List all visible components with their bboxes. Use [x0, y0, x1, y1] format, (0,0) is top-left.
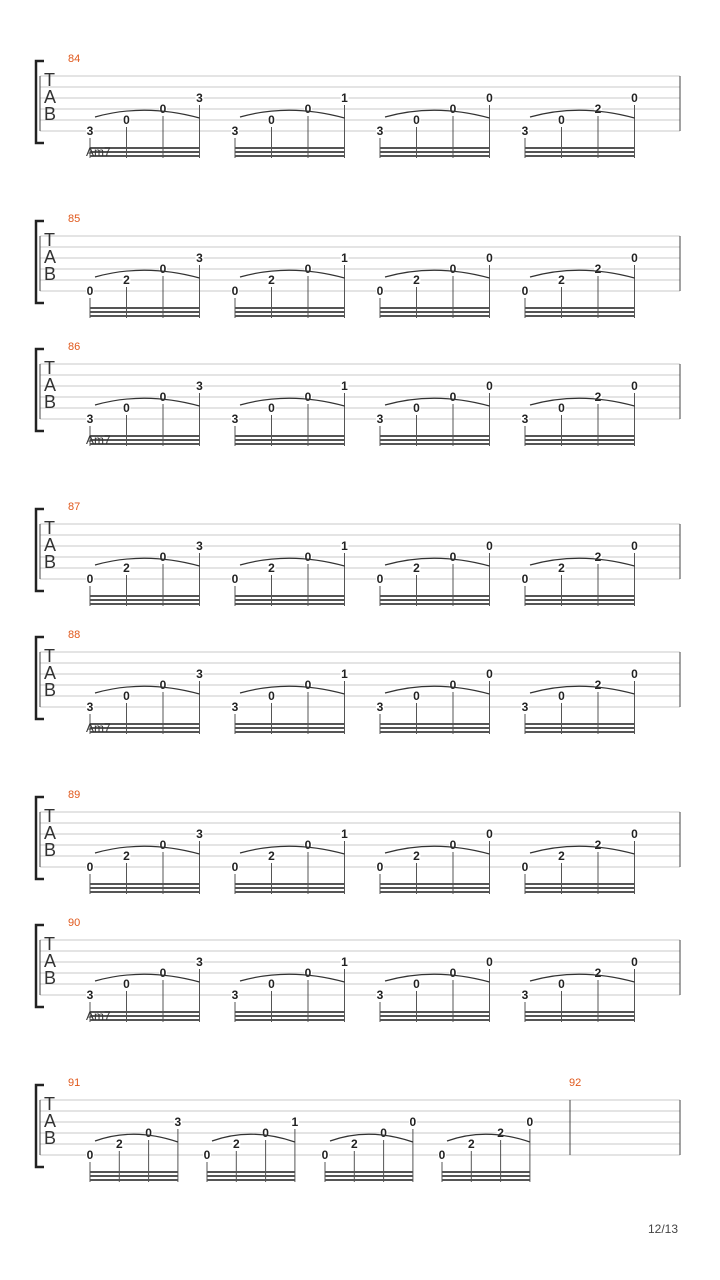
fret-number: 2 [115, 1137, 123, 1151]
fret-number: 2 [558, 561, 565, 575]
fret-number: 0 [526, 1115, 534, 1129]
slur [95, 974, 200, 982]
fret-number: 3 [231, 412, 239, 426]
fret-number: 0 [304, 390, 312, 404]
tab-clef-letter: B [44, 1128, 57, 1148]
fret-number: 3 [376, 412, 384, 426]
fret-number: 2 [594, 262, 602, 276]
tab-clef-letter: T [44, 358, 55, 378]
slur [240, 974, 345, 982]
fret-number: 2 [558, 273, 565, 287]
fret-number: 0 [449, 966, 457, 980]
fret-number: 1 [341, 91, 348, 105]
fret-number: 3 [86, 412, 94, 426]
measure-number: 86 [68, 341, 81, 353]
fret-number: 3 [521, 124, 529, 138]
tab-clef-letter: B [44, 552, 57, 572]
fret-number: 3 [231, 124, 239, 138]
fret-number: 0 [86, 572, 94, 586]
tab-system [36, 629, 680, 734]
fret-number: 1 [341, 539, 348, 553]
measure-number: 84 [68, 53, 81, 65]
tab-clef-letter: A [44, 663, 57, 683]
tab-system [36, 721, 680, 894]
fret-number: 0 [521, 572, 529, 586]
tab-clef-letter: A [44, 375, 57, 395]
fret-number: 0 [86, 860, 94, 874]
tab-clef-letter: B [44, 392, 57, 412]
fret-number: 0 [486, 379, 493, 393]
slur [330, 1134, 413, 1142]
fret-number: 3 [196, 539, 203, 553]
fret-number: 0 [159, 262, 167, 276]
slur [95, 1134, 178, 1142]
fret-number: 3 [86, 124, 94, 138]
fret-number: 3 [196, 379, 203, 393]
tab-clef-letter: T [44, 518, 55, 538]
fret-number: 2 [123, 273, 130, 287]
tab-clef-letter: T [44, 230, 55, 250]
fret-number: 0 [159, 678, 167, 692]
fret-number: 0 [268, 401, 275, 415]
fret-number: 0 [268, 689, 275, 703]
tab-clef-letter: T [44, 1094, 55, 1114]
fret-number: 3 [376, 124, 384, 138]
slur [385, 558, 490, 566]
tab-clef-letter: B [44, 104, 57, 124]
fret-number: 2 [594, 390, 602, 404]
fret-number: 2 [413, 561, 420, 575]
fret-number: 0 [558, 113, 565, 127]
fret-number: 2 [594, 102, 602, 116]
fret-number: 0 [123, 401, 130, 415]
fret-number: 0 [159, 102, 167, 116]
fret-number: 0 [438, 1148, 446, 1162]
tab-clef-letter: B [44, 264, 57, 284]
fret-number: 0 [486, 955, 493, 969]
tab-system [36, 433, 680, 606]
fret-number: 3 [521, 700, 529, 714]
fret-number: 3 [86, 988, 94, 1002]
fret-number: 0 [413, 113, 420, 127]
fret-number: 2 [558, 849, 565, 863]
fret-number: 0 [123, 113, 130, 127]
slur [95, 270, 200, 278]
slur [240, 846, 345, 854]
fret-number: 0 [409, 1115, 417, 1129]
fret-number: 0 [304, 966, 312, 980]
fret-number: 2 [232, 1137, 240, 1151]
fret-number: 3 [196, 827, 203, 841]
fret-number: 0 [631, 827, 638, 841]
fret-number: 3 [174, 1115, 182, 1129]
chord-label: Am7 [86, 1009, 111, 1023]
page-number: 12/13 [647, 1222, 678, 1236]
tab-clef-letter: B [44, 968, 57, 988]
fret-number: 3 [196, 955, 203, 969]
fret-number: 0 [231, 284, 239, 298]
slur [385, 686, 490, 694]
fret-number: 0 [631, 955, 638, 969]
fret-number: 1 [341, 667, 348, 681]
fret-number: 0 [380, 1126, 387, 1140]
fret-number: 2 [594, 678, 602, 692]
slur [212, 1134, 295, 1142]
tab-clef-letter: A [44, 247, 57, 267]
tab-clef-letter: B [44, 680, 57, 700]
slur [240, 558, 345, 566]
fret-number: 0 [231, 860, 239, 874]
slur [385, 110, 490, 118]
tab-clef-letter: A [44, 87, 57, 107]
fret-number: 0 [304, 550, 312, 564]
slur [240, 398, 345, 406]
tab-clef-letter: T [44, 934, 55, 954]
fret-number: 1 [341, 379, 348, 393]
tab-clef-letter: T [44, 70, 55, 90]
fret-number: 0 [486, 539, 493, 553]
fret-number: 3 [196, 251, 203, 265]
fret-number: 3 [376, 700, 384, 714]
fret-number: 0 [521, 284, 529, 298]
fret-number: 0 [321, 1148, 329, 1162]
measure-number: 89 [68, 789, 81, 801]
fret-number: 0 [558, 977, 565, 991]
fret-number: 2 [413, 849, 420, 863]
fret-number: 2 [123, 561, 130, 575]
fret-number: 0 [268, 977, 275, 991]
chord-label: Am7 [86, 721, 111, 735]
fret-number: 2 [594, 550, 602, 564]
slur [95, 686, 200, 694]
measure-number: 90 [68, 917, 81, 929]
tab-clef-letter: T [44, 806, 55, 826]
fret-number: 1 [341, 251, 348, 265]
fret-number: 0 [486, 667, 493, 681]
fret-number: 0 [486, 251, 493, 265]
fret-number: 3 [376, 988, 384, 1002]
slur [95, 110, 200, 118]
fret-number: 0 [86, 284, 94, 298]
fret-number: 0 [268, 113, 275, 127]
slur [385, 846, 490, 854]
measure-number: 85 [68, 213, 81, 225]
slur [95, 846, 200, 854]
tab-system [36, 145, 680, 318]
fret-number: 0 [413, 689, 420, 703]
fret-number: 0 [486, 827, 493, 841]
slur [95, 398, 200, 406]
fret-number: 0 [304, 678, 312, 692]
fret-number: 0 [521, 860, 529, 874]
fret-number: 2 [350, 1137, 358, 1151]
fret-number: 2 [413, 273, 420, 287]
fret-number: 2 [497, 1126, 504, 1140]
fret-number: 0 [486, 91, 493, 105]
fret-number: 0 [145, 1126, 152, 1140]
slur [530, 270, 635, 278]
fret-number: 0 [262, 1126, 269, 1140]
tab-clef-letter: A [44, 1111, 57, 1131]
fret-number: 3 [231, 988, 239, 1002]
fret-number: 0 [376, 860, 384, 874]
fret-number: 0 [631, 91, 638, 105]
fret-number: 0 [304, 262, 312, 276]
tab-system [36, 53, 680, 158]
chord-label: Am7 [86, 433, 111, 447]
fret-number: 0 [203, 1148, 211, 1162]
fret-number: 3 [196, 667, 203, 681]
fret-number: 3 [521, 412, 529, 426]
fret-number: 0 [231, 572, 239, 586]
fret-number: 1 [291, 1115, 299, 1129]
measure-number: 91 [68, 1077, 81, 1089]
fret-number: 0 [449, 390, 457, 404]
fret-number: 2 [594, 838, 602, 852]
fret-number: 0 [631, 667, 638, 681]
slur [240, 110, 345, 118]
fret-number: 0 [631, 251, 638, 265]
fret-number: 2 [268, 273, 275, 287]
fret-number: 3 [521, 988, 529, 1002]
fret-number: 2 [123, 849, 130, 863]
tab-clef-letter: A [44, 823, 57, 843]
tab-system [36, 917, 680, 1022]
measure-number: 92 [569, 1077, 582, 1089]
fret-number: 0 [558, 689, 565, 703]
fret-number: 3 [231, 700, 239, 714]
fret-number: 0 [413, 977, 420, 991]
fret-number: 0 [449, 678, 457, 692]
slur [530, 686, 635, 694]
slur [530, 974, 635, 982]
slur [530, 558, 635, 566]
fret-number: 0 [413, 401, 420, 415]
slur [240, 270, 345, 278]
fret-number: 2 [268, 561, 275, 575]
slur [240, 686, 345, 694]
fret-number: 0 [558, 401, 565, 415]
fret-number: 0 [449, 550, 457, 564]
fret-number: 1 [341, 955, 348, 969]
slur [530, 110, 635, 118]
tab-system [36, 1009, 680, 1182]
measure-number: 87 [68, 501, 81, 513]
fret-number: 0 [304, 102, 312, 116]
slur [385, 974, 490, 982]
slur [385, 270, 490, 278]
slur [530, 846, 635, 854]
fret-number: 3 [196, 91, 203, 105]
chord-label: Am7 [86, 145, 111, 159]
fret-number: 0 [631, 539, 638, 553]
fret-number: 0 [123, 689, 130, 703]
tab-clef-letter: T [44, 646, 55, 666]
fret-number: 0 [159, 838, 167, 852]
fret-number: 0 [449, 262, 457, 276]
fret-number: 2 [594, 966, 602, 980]
fret-number: 0 [449, 102, 457, 116]
tab-clef-letter: A [44, 535, 57, 555]
fret-number: 0 [376, 572, 384, 586]
fret-number: 3 [86, 700, 94, 714]
measure-number: 88 [68, 629, 81, 641]
fret-number: 0 [123, 977, 130, 991]
slur [95, 558, 200, 566]
fret-number: 0 [376, 284, 384, 298]
fret-number: 0 [159, 966, 167, 980]
fret-number: 0 [159, 550, 167, 564]
fret-number: 1 [341, 827, 348, 841]
tab-system [36, 341, 680, 446]
slur [530, 398, 635, 406]
fret-number: 0 [449, 838, 457, 852]
fret-number: 0 [631, 379, 638, 393]
fret-number: 0 [86, 1148, 94, 1162]
slur [385, 398, 490, 406]
fret-number: 2 [268, 849, 275, 863]
fret-number: 0 [159, 390, 167, 404]
slur [447, 1134, 530, 1142]
fret-number: 0 [304, 838, 312, 852]
fret-number: 2 [467, 1137, 475, 1151]
tab-clef-letter: B [44, 840, 57, 860]
tab-clef-letter: A [44, 951, 57, 971]
